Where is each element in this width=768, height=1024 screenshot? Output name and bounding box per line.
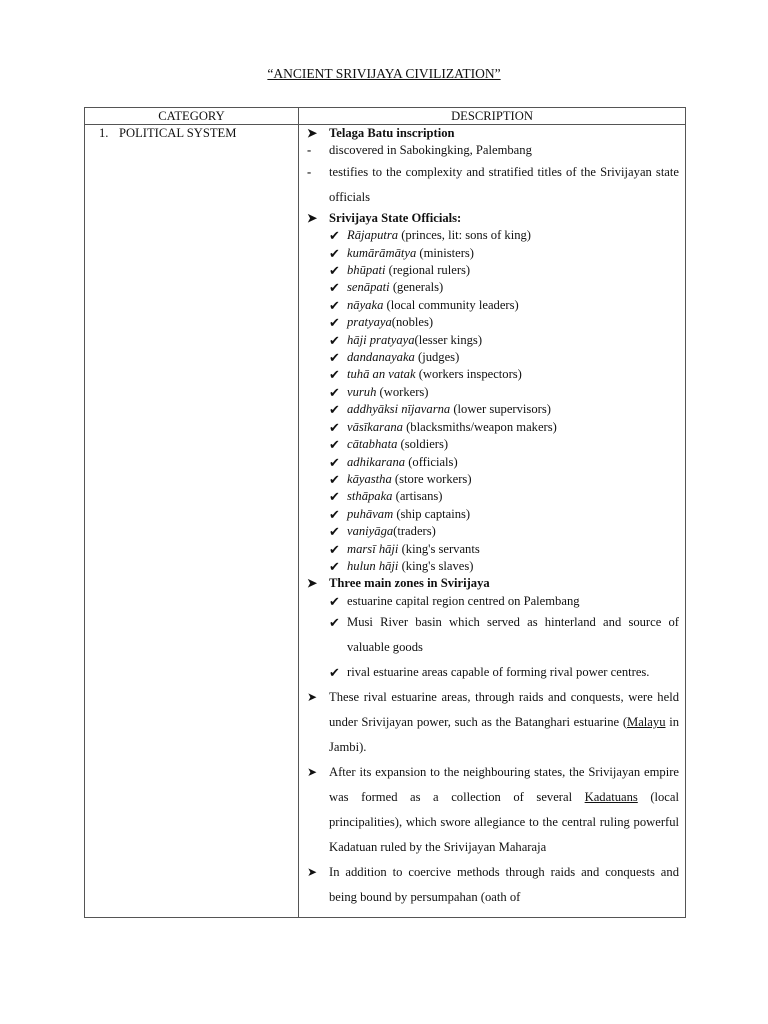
checkmark-icon: ✔: [329, 228, 340, 244]
checkmark-icon: ✔: [329, 437, 340, 453]
checkmark-icon: ✔: [329, 489, 340, 505]
official-term: kāyastha: [347, 471, 392, 486]
official-description: (local community leaders): [383, 297, 519, 312]
official-item: [307, 419, 679, 436]
official-description: (king's servants: [398, 541, 480, 556]
official-item: [307, 471, 679, 488]
official-term: vāsīkarana: [347, 419, 403, 434]
official-term: addhyāksi nījavarna: [347, 402, 451, 417]
official-item: [307, 558, 679, 575]
official-description: (generals): [389, 280, 444, 295]
category-label: POLITICAL SYSTEM: [119, 126, 237, 140]
official-description: (soldiers): [397, 437, 449, 452]
checkmark-icon: ✔: [329, 419, 340, 435]
official-item: [307, 454, 679, 471]
official-term: vaniyāga: [347, 524, 394, 539]
list-item: ➤ After its expansion to the neighbouring states, the Srivijayan empire was formed as a collection of several Kadatuans (local principalities), which swore allegiance to the central ruling powerful Kadatuan ruled by the Srivijayan Maharaja: [307, 760, 679, 860]
official-term: cātabhata: [347, 437, 398, 452]
official-description: (officials): [405, 454, 458, 469]
official-term: adhikarana: [347, 454, 406, 469]
checkmark-icon: ✔: [329, 541, 340, 557]
checkmark-icon: ✔: [329, 558, 340, 574]
header-category: CATEGORY: [85, 108, 299, 125]
arrow-bullet-icon: ➤: [307, 865, 318, 880]
official-term: dandanayaka: [347, 350, 415, 365]
official-description: (blacksmiths/weapon makers): [402, 419, 557, 434]
checkmark-icon: ✔: [329, 263, 340, 279]
official-item: [307, 262, 679, 279]
arrow-bullet-icon: ➤: [307, 765, 318, 780]
official-item: [307, 523, 679, 540]
checkmark-icon: ✔: [329, 402, 340, 418]
official-term: Rājaputra: [347, 228, 399, 243]
checkmark-icon: ✔: [329, 524, 340, 540]
official-term: hāji pratyaya: [347, 332, 415, 347]
official-item: [307, 245, 679, 262]
checkmark-icon: ✔: [329, 280, 340, 296]
list-item: ✔ rival estuarine areas capable of forming rival power centres.: [307, 660, 679, 685]
arrow-bullet-icon: ➤: [307, 126, 318, 140]
official-item: [307, 349, 679, 366]
official-item: [307, 314, 679, 331]
official-term: marsī hāji: [347, 541, 399, 556]
content-table: [84, 107, 686, 918]
official-item: [307, 401, 679, 418]
official-term: bhūpati: [347, 263, 386, 278]
official-description: (regional rulers): [385, 263, 471, 278]
official-item: [307, 384, 679, 401]
checkmark-icon: ✔: [329, 350, 340, 366]
official-description: (judges): [414, 350, 460, 365]
checkmark-icon: ✔: [329, 506, 340, 522]
official-description: (store workers): [391, 471, 472, 486]
official-item: [307, 279, 679, 296]
list-item: ✔ Musi River basin which served as hinterland and source of valuable goods: [307, 610, 679, 660]
checkmark-icon: ✔: [329, 332, 340, 348]
official-term: vuruh: [347, 384, 377, 399]
checkmark-icon: ✔: [329, 615, 340, 631]
checkmark-icon: ✔: [329, 367, 340, 383]
official-description: (lower supervisors): [450, 402, 551, 417]
malayu-link-text: Malayu: [627, 715, 666, 730]
official-description: (ship captains): [393, 506, 471, 521]
arrow-bullet-icon: ➤: [307, 210, 318, 225]
officials-list: [307, 227, 679, 575]
official-term: senāpati: [347, 280, 390, 295]
checkmark-icon: ✔: [329, 454, 340, 470]
official-term: pratyaya: [347, 315, 392, 330]
list-item: - discovered in Sabokingking, Palembang: [307, 142, 679, 159]
list-item: ➤ Srivijaya State Officials:: [307, 210, 679, 227]
official-description: (lesser kings): [414, 332, 483, 347]
kadatuans-link-text: Kadatuans: [584, 790, 638, 805]
dash-bullet-icon: -: [307, 164, 312, 179]
list-item: ➤ Three main zones in Svirijaya: [307, 575, 679, 592]
description-cell: [299, 125, 686, 918]
checkmark-icon: ✔: [329, 593, 340, 609]
official-item: [307, 297, 679, 314]
official-item: [307, 366, 679, 383]
official-description: (workers): [376, 384, 429, 399]
list-item: ➤ In addition to coercive methods through raids and conquests and being bound by persumpahan (oath of: [307, 860, 679, 910]
official-description: (princes, lit: sons of king): [398, 228, 531, 243]
official-term: puhāvam: [347, 506, 394, 521]
official-description: (ministers): [416, 245, 474, 260]
official-term: hulun hāji: [347, 558, 399, 573]
official-item: [307, 227, 679, 244]
official-term: nāyaka: [347, 297, 384, 312]
arrow-bullet-icon: ➤: [307, 690, 318, 705]
list-item: ➤ Telaga Batu inscription: [307, 125, 679, 142]
table-row: [85, 125, 686, 918]
official-description: (workers inspectors): [415, 367, 522, 382]
official-item: [307, 488, 679, 505]
category-number: 1.: [99, 126, 109, 140]
table-header-row: [85, 108, 686, 125]
category-cell: [85, 125, 299, 918]
official-item: [307, 541, 679, 558]
official-item: [307, 506, 679, 523]
dash-bullet-icon: -: [307, 143, 312, 158]
official-term: kumārāmātya: [347, 245, 417, 260]
list-item: ✔ estuarine capital region centred on Palembang: [329, 593, 580, 609]
official-term: sthāpaka: [347, 489, 393, 504]
checkmark-icon: ✔: [329, 297, 340, 313]
list-item: ➤ These rival estuarine areas, through raids and conquests, were held under Srivijayan power, such as the Batanghari estuarine (Malayu in Jambi).: [307, 685, 679, 760]
official-description: (nobles): [391, 315, 434, 330]
official-term: tuhā an vatak: [347, 367, 416, 382]
checkmark-icon: ✔: [329, 384, 340, 400]
list-item: - testifies to the complexity and stratified titles of the Srivijayan state officials: [307, 160, 679, 210]
official-description: (traders): [393, 524, 436, 539]
checkmark-icon: ✔: [329, 245, 340, 261]
checkmark-icon: ✔: [329, 471, 340, 487]
official-description: (artisans): [392, 489, 443, 504]
official-description: (king's slaves): [398, 558, 474, 573]
checkmark-icon: ✔: [329, 315, 340, 331]
header-description: DESCRIPTION: [299, 108, 686, 125]
arrow-bullet-icon: ➤: [307, 576, 318, 591]
official-item: [307, 436, 679, 453]
official-item: [307, 332, 679, 349]
document-title: “ANCIENT SRIVIJAYA CIVILIZATION”: [267, 66, 501, 81]
checkmark-icon: ✔: [329, 665, 340, 681]
